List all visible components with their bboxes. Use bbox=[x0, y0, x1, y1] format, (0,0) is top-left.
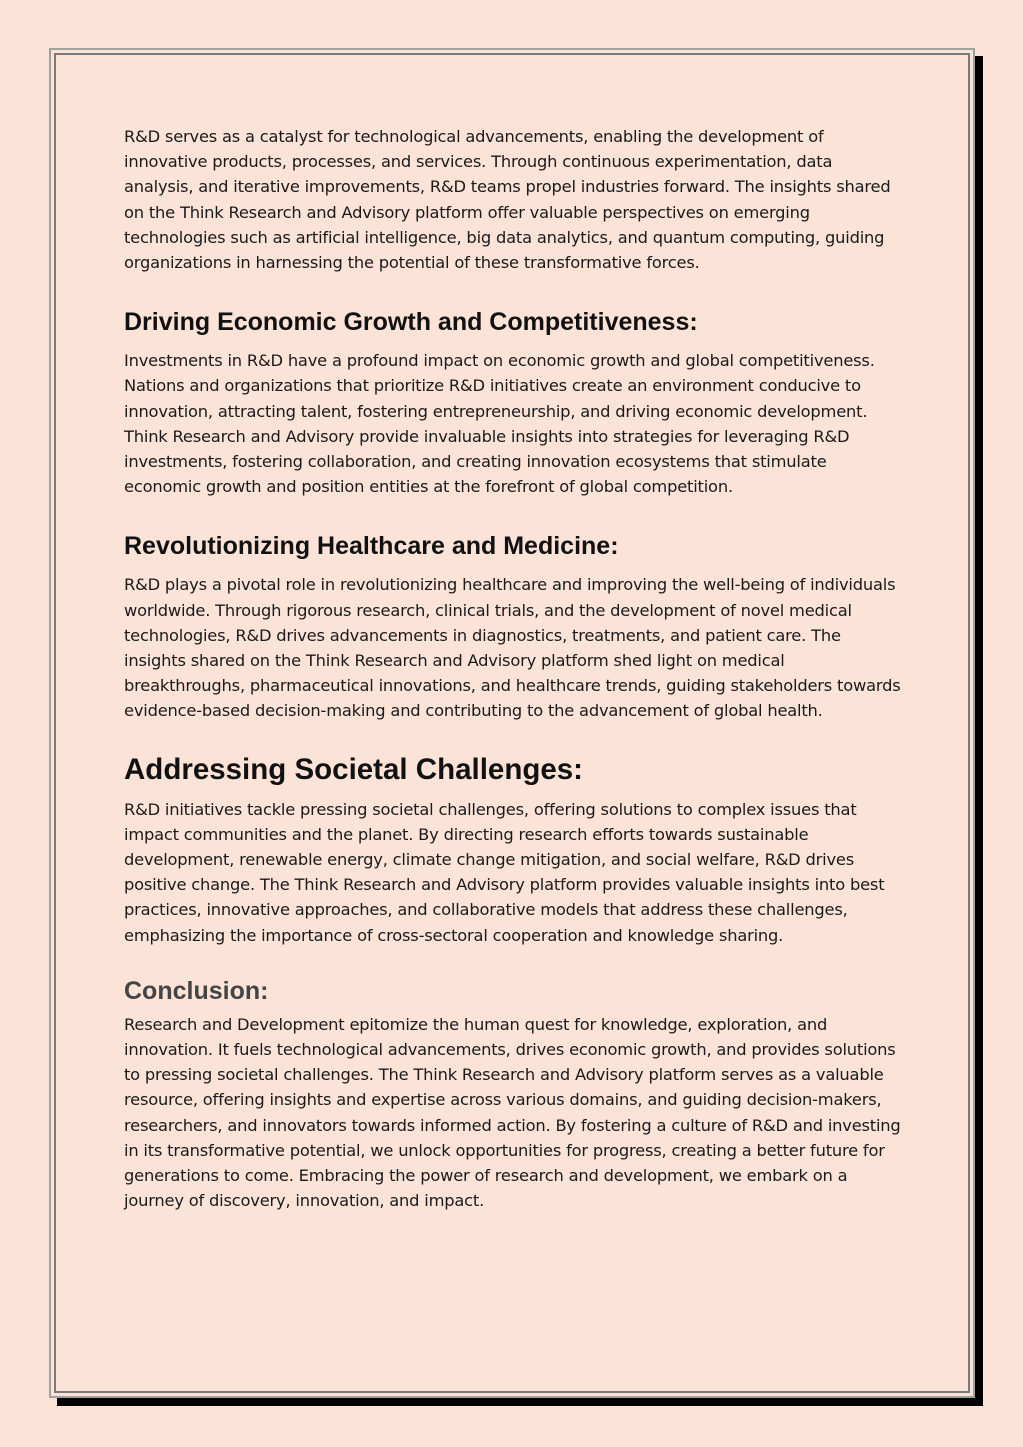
section-heading-conclusion: Conclusion: bbox=[124, 976, 269, 1005]
document-content bbox=[124, 124, 904, 1214]
section-body-conclusion: Research and Development epitomize the human quest for knowledge, exploration, and innovation. It fuels technological advancements, drives economic growth, and provides solutions to pressing societal challenges. The Think Research and Advisory platform serves as a valuable resource, offering insights and expertise across various domains, and guiding decision-makers, researchers, and innovators towards informed action. By fostering a culture of R&D and investing in its transformative potential, we unlock opportunities for progress, creating a better future for generations to come. Embracing the power of research and development, we embark on a journey of discovery, innovation, and impact. bbox=[124, 1014, 901, 1211]
section-heading-societal-challenges: Addressing Societal Challenges: bbox=[124, 752, 584, 786]
section-heading-economic-growth: Driving Economic Growth and Competitiveness: bbox=[124, 308, 698, 337]
intro-paragraph: R&D serves as a catalyst for technological advancements, enabling the development of innovative products, processes, and services. Through continuous experimentation, data analysis, and iterative improvements, R&D teams propel industries forward. The insights shared on the Think Research and Advisory platform offer valuable perspectives on emerging technologies such as artificial intelligence, big data analytics, and quantum computing, guiding organizations in harnessing the potential of these transformative forces. bbox=[124, 127, 891, 273]
section-body-healthcare: R&D plays a pivotal role in revolutionizing healthcare and improving the well-being of individuals worldwide. Through rigorous research, clinical trials, and the development of novel medical technologies, R&D drives advancements in diagnostics, treatments, and patient care. The insights shared on the Think Research and Advisory platform shed light on medical breakthroughs, pharmaceutical innovations, and healthcare trends, guiding stakeholders towards evidence-based decision-making and contributing to the advancement of global health. bbox=[124, 575, 901, 721]
section-body-economic-growth: Investments in R&D have a profound impact on economic growth and global competitiveness. Nations and organizations that prioritize R&D initiatives create an environment conducive to innovation, attracting talent, fostering entrepreneurship, and driving economic development. Think Research and Advisory provide invaluable insights into strategies for leveraging R&D investments, fostering collaboration, and creating innovation ecosystems that stimulate economic growth and position entities at the forefront of global competition. bbox=[124, 351, 875, 497]
section-heading-healthcare: Revolutionizing Healthcare and Medicine: bbox=[124, 532, 619, 561]
section-body-societal-challenges: R&D initiatives tackle pressing societal challenges, offering solutions to complex issues that impact communities and the planet. By directing research efforts towards sustainable development, renewable energy, climate change mitigation, and social welfare, R&D drives positive change. The Think Research and Advisory platform provides valuable insights into best practices, innovative approaches, and collaborative models that address these challenges, emphasizing the importance of cross-sectoral cooperation and knowledge sharing. bbox=[124, 799, 885, 945]
